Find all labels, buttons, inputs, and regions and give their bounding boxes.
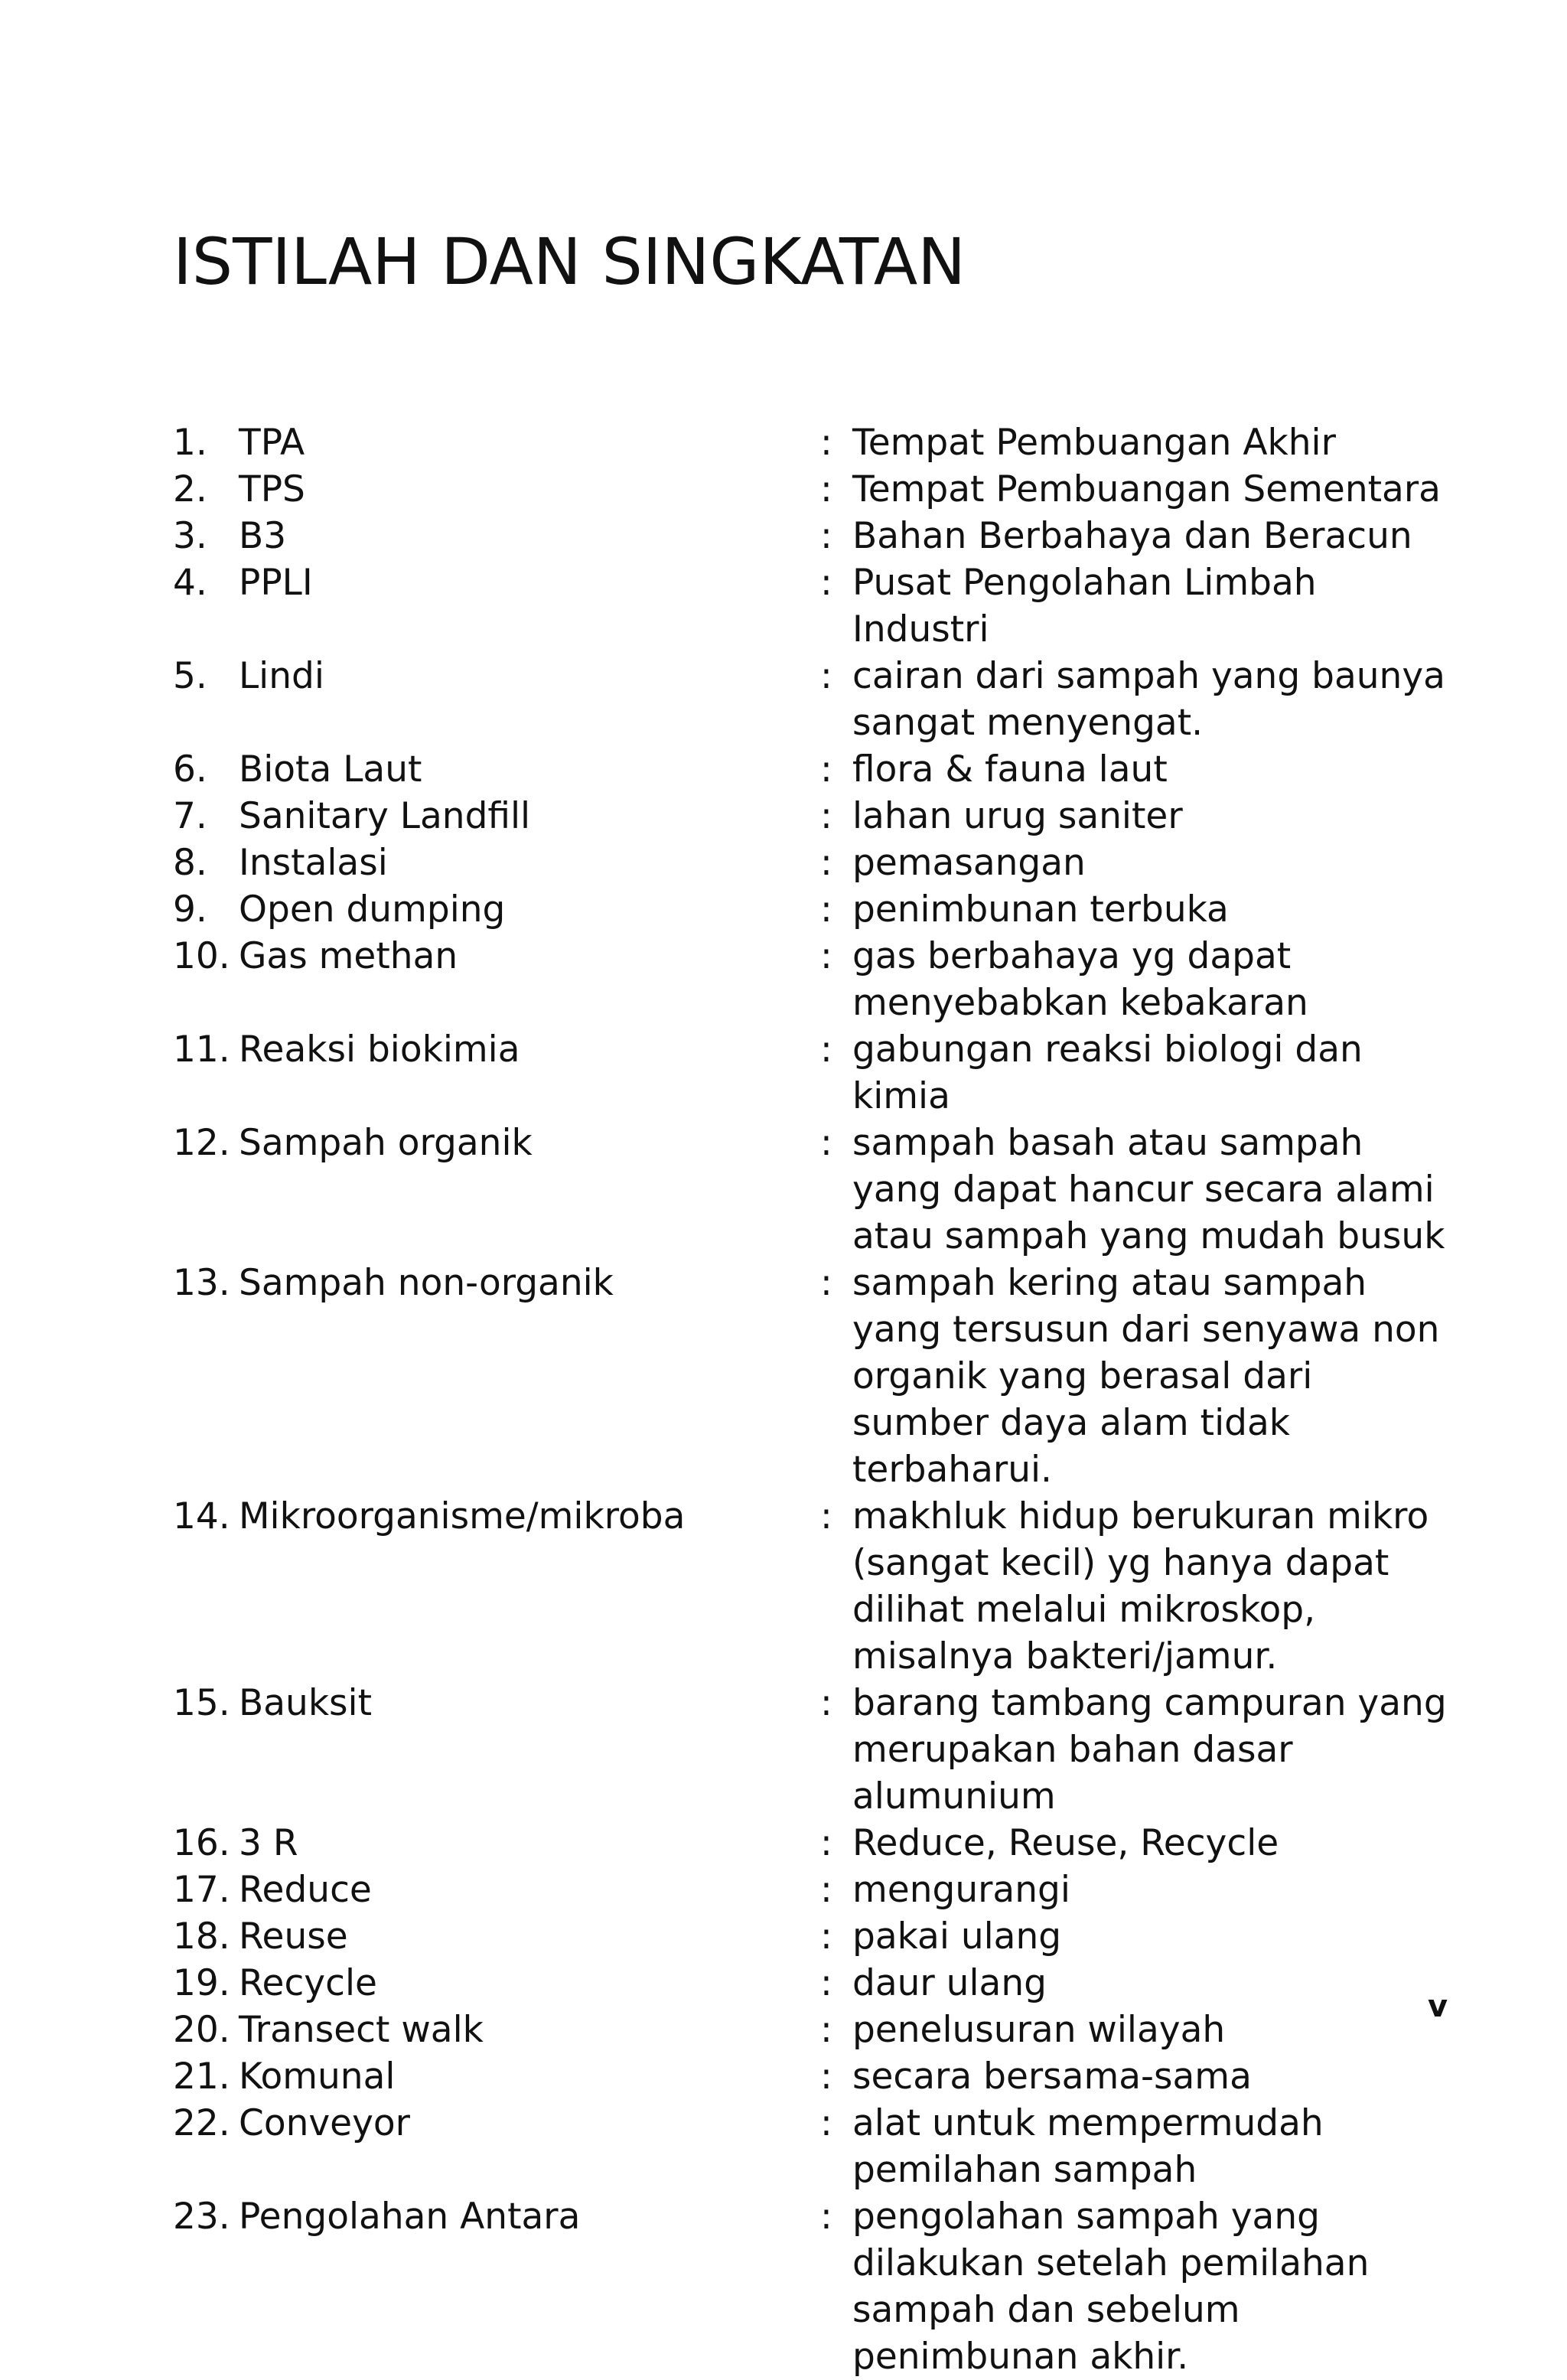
glossary-row bbox=[173, 653, 1451, 746]
entry-definition: makhluk hidup berukuran mikro (sangat kecil) yg hanya dapat dilihat melalui mikroskop, misalnya bakteri/jamur. bbox=[852, 1495, 1429, 1677]
entry-number: 6. bbox=[173, 748, 207, 791]
glossary-row bbox=[173, 2100, 1451, 2193]
entry-term: Reaksi biokimia bbox=[239, 1029, 520, 1071]
entry-separator: : bbox=[820, 1962, 832, 2004]
glossary-row bbox=[173, 419, 1451, 466]
entry-separator: : bbox=[820, 2196, 832, 2238]
glossary-row bbox=[173, 2007, 1451, 2053]
entry-term: Mikroorganisme/mikroba bbox=[239, 1495, 686, 1537]
entry-term: Komunal bbox=[239, 2056, 396, 2098]
entry-definition: sampah basah atau sampah yang dapat hancur secara alami atau sampah yang mudah busuk bbox=[852, 1122, 1445, 1257]
entry-definition: sampah kering atau sampah yang tersusun dari senyawa non organik yang berasal dari sumber daya alam tidak terbaharui. bbox=[852, 1262, 1440, 1491]
entry-definition: penimbunan terbuka bbox=[852, 888, 1229, 931]
entry-number: 8. bbox=[173, 842, 207, 884]
entry-number: 22. bbox=[173, 2102, 230, 2144]
entry-definition: penelusuran wilayah bbox=[852, 2009, 1226, 2051]
entry-definition: pemasangan bbox=[852, 842, 1086, 884]
entry-term: Bauksit bbox=[239, 1682, 373, 1724]
entry-term: Biota Laut bbox=[239, 748, 422, 791]
entry-separator: : bbox=[820, 1682, 832, 1724]
glossary-row bbox=[173, 1026, 1451, 1120]
glossary-row bbox=[173, 886, 1451, 933]
entry-definition: Pusat Pengolahan Limbah Industri bbox=[852, 562, 1317, 650]
entry-number: 18. bbox=[173, 1915, 230, 1958]
glossary-row bbox=[173, 1960, 1451, 2007]
entry-separator: : bbox=[820, 2056, 832, 2098]
entry-term: TPS bbox=[239, 468, 305, 510]
entry-definition: secara bersama-sama bbox=[852, 2056, 1252, 2098]
glossary-row bbox=[173, 1120, 1451, 1260]
entry-number: 11. bbox=[173, 1029, 230, 1071]
entry-separator: : bbox=[820, 2102, 832, 2144]
entry-separator: : bbox=[820, 1122, 832, 1164]
entry-term: Open dumping bbox=[239, 888, 506, 931]
page-number: v bbox=[1428, 1989, 1448, 2024]
entry-term: Pengolahan Antara bbox=[239, 2196, 581, 2238]
glossary-row bbox=[173, 1867, 1451, 1913]
entry-term: Instalasi bbox=[239, 842, 388, 884]
entry-number: 13. bbox=[173, 1262, 230, 1304]
entry-separator: : bbox=[820, 1262, 832, 1304]
glossary-row bbox=[173, 746, 1451, 793]
entry-separator: : bbox=[820, 1869, 832, 1911]
entry-number: 10. bbox=[173, 935, 230, 977]
glossary-list bbox=[173, 419, 1451, 2380]
entry-separator: : bbox=[820, 562, 832, 604]
glossary-row bbox=[173, 933, 1451, 1026]
entry-definition: lahan urug saniter bbox=[852, 795, 1183, 837]
entry-term: Reuse bbox=[239, 1915, 348, 1958]
entry-term: Reduce bbox=[239, 1869, 372, 1911]
entry-definition: Reduce, Reuse, Recycle bbox=[852, 1822, 1279, 1864]
entry-separator: : bbox=[820, 515, 832, 557]
entry-definition: Tempat Pembuangan Sementara bbox=[852, 468, 1441, 510]
entry-term: Sampah non-organik bbox=[239, 1262, 614, 1304]
entry-number: 23. bbox=[173, 2196, 230, 2238]
entry-number: 3. bbox=[173, 515, 207, 557]
entry-separator: : bbox=[820, 935, 832, 977]
entry-number: 5. bbox=[173, 655, 207, 697]
glossary-row bbox=[173, 793, 1451, 840]
glossary-row bbox=[173, 1820, 1451, 1867]
entry-number: 19. bbox=[173, 1962, 230, 2004]
entry-number: 20. bbox=[173, 2009, 230, 2051]
entry-separator: : bbox=[820, 422, 832, 464]
entry-term: TPA bbox=[239, 422, 305, 464]
entry-number: 2. bbox=[173, 468, 207, 510]
entry-term: Recycle bbox=[239, 1962, 377, 2004]
entry-separator: : bbox=[820, 1495, 832, 1537]
entry-definition: pakai ulang bbox=[852, 1915, 1062, 1958]
entry-term: Sampah organik bbox=[239, 1122, 533, 1164]
entry-number: 1. bbox=[173, 422, 207, 464]
entry-definition: barang tambang campuran yang merupakan bahan dasar alumunium bbox=[852, 1682, 1447, 1818]
entry-term: Lindi bbox=[239, 655, 324, 697]
entry-definition: daur ulang bbox=[852, 1962, 1047, 2004]
entry-term: PPLI bbox=[239, 562, 313, 604]
entry-number: 16. bbox=[173, 1822, 230, 1864]
entry-separator: : bbox=[820, 2009, 832, 2051]
entry-definition: gas berbahaya yg dapat menyebabkan kebakaran bbox=[852, 935, 1308, 1024]
entry-separator: : bbox=[820, 655, 832, 697]
glossary-row bbox=[173, 559, 1451, 653]
entry-number: 9. bbox=[173, 888, 207, 931]
entry-separator: : bbox=[820, 1915, 832, 1958]
entry-separator: : bbox=[820, 468, 832, 510]
glossary-row bbox=[173, 1493, 1451, 1680]
entry-separator: : bbox=[820, 842, 832, 884]
entry-number: 17. bbox=[173, 1869, 230, 1911]
glossary-row bbox=[173, 2053, 1451, 2100]
entry-definition: alat untuk mempermudah pemilahan sampah bbox=[852, 2102, 1324, 2191]
entry-definition: Tempat Pembuangan Akhir bbox=[852, 422, 1336, 464]
glossary-row bbox=[173, 466, 1451, 513]
entry-definition: Bahan Berbahaya dan Beracun bbox=[852, 515, 1412, 557]
page-title: ISTILAH DAN SINGKATAN bbox=[173, 224, 966, 299]
entry-separator: : bbox=[820, 888, 832, 931]
entry-definition: pengolahan sampah yang dilakukan setelah pemilahan sampah dan sebelum penimbunan akhir. bbox=[852, 2196, 1370, 2378]
entry-separator: : bbox=[820, 748, 832, 791]
glossary-row bbox=[173, 1260, 1451, 1493]
entry-definition: mengurangi bbox=[852, 1869, 1070, 1911]
entry-definition: flora & fauna laut bbox=[852, 748, 1168, 791]
entry-term: 3 R bbox=[239, 1822, 298, 1864]
entry-separator: : bbox=[820, 1029, 832, 1071]
entry-number: 15. bbox=[173, 1682, 230, 1724]
entry-number: 14. bbox=[173, 1495, 230, 1537]
entry-number: 4. bbox=[173, 562, 207, 604]
glossary-row bbox=[173, 1913, 1451, 1960]
entry-number: 7. bbox=[173, 795, 207, 837]
entry-term: Gas methan bbox=[239, 935, 458, 977]
glossary-row bbox=[173, 513, 1451, 559]
entry-definition: cairan dari sampah yang baunya sangat menyengat. bbox=[852, 655, 1445, 744]
entry-number: 21. bbox=[173, 2056, 230, 2098]
entry-number: 12. bbox=[173, 1122, 230, 1164]
entry-definition: gabungan reaksi biologi dan kimia bbox=[852, 1029, 1363, 1117]
entry-term: Transect walk bbox=[239, 2009, 484, 2051]
entry-term: Conveyor bbox=[239, 2102, 410, 2144]
entry-term: Sanitary Landfill bbox=[239, 795, 531, 837]
entry-separator: : bbox=[820, 1822, 832, 1864]
glossary-row bbox=[173, 2193, 1451, 2380]
entry-separator: : bbox=[820, 795, 832, 837]
entry-term: B3 bbox=[239, 515, 287, 557]
glossary-row bbox=[173, 1680, 1451, 1820]
glossary-row bbox=[173, 840, 1451, 886]
